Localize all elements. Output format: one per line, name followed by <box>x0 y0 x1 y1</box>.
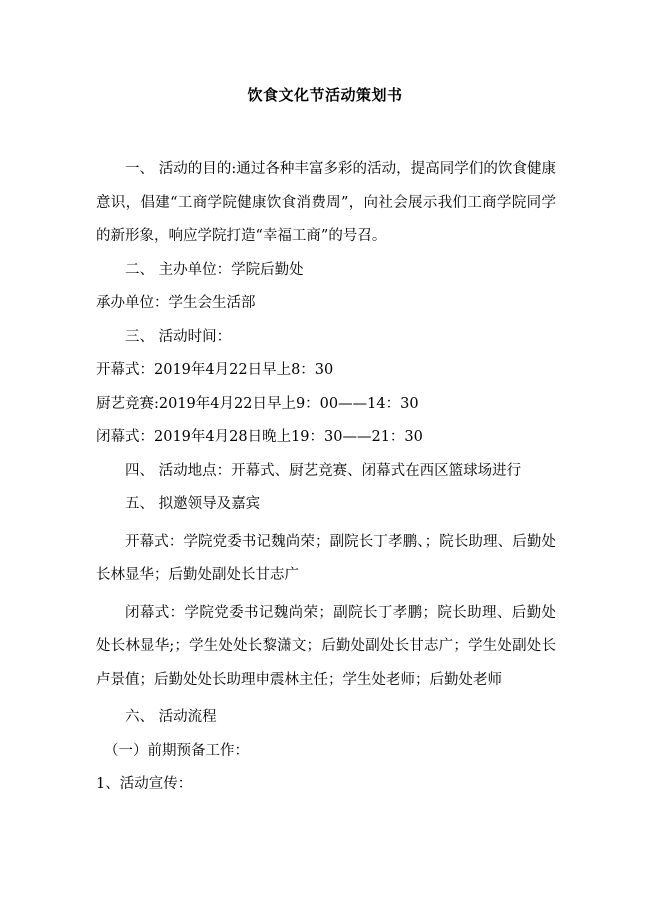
paragraph-closing-guests: 闭幕式：学院党委书记魏尚荣；副院长丁孝鹏；院长助理、后勤处处长林显华;；学生处处长黎潇文；后勤处副处长甘志广；学生处副处长卢景值；后勤处处长助理申震林主任；学生处老师；后勤处老师 <box>96 604 556 688</box>
paragraph-process-heading: 六、 活动流程 <box>125 709 217 725</box>
paragraph-cooking-time: 厨艺竞赛:2019年4月22日早上9：00——14：30 <box>96 395 419 412</box>
paragraph-guests-heading: 五、 拟邀领导及嘉宾 <box>125 496 261 512</box>
document-title: 饮食文化节活动策划书 <box>247 86 403 104</box>
paragraph-time-heading: 三、 活动时间： <box>125 328 232 345</box>
paragraph-opening-guests: 开幕式：学院党委书记魏尚荣；副院长丁孝鹏、；院长助理、后勤处长林显华；后勤处副处长甘志广 <box>96 533 556 583</box>
paragraph-purpose: 一、 活动的目的:通过各种丰富多彩的活动，提高同学们的饮食健康意识，倡建“工商学院健康饮食消费周”，向社会展示我们工商学院同学的新形象，响应学院打造“幸福工商”的号召。 <box>96 161 556 244</box>
paragraph-publicity-heading: 1、活动宣传： <box>96 776 193 792</box>
document-body <box>96 153 556 802</box>
paragraph-location: 四、 活动地点：开幕式、厨艺竞赛、闭幕式在西区篮球场进行 <box>125 462 522 479</box>
paragraph-closing-time: 闭幕式：2019年4月28日晚上19：30——21：30 <box>96 429 423 445</box>
paragraph-preparation-heading: （一）前期预备工作： <box>104 742 249 759</box>
paragraph-organizer: 承办单位：学生会生活部 <box>96 295 256 311</box>
paragraph-host: 二、 主办单位：学院后勤处 <box>125 261 304 278</box>
paragraph-opening-time: 开幕式：2019年4月22日早上8：30 <box>96 362 334 378</box>
